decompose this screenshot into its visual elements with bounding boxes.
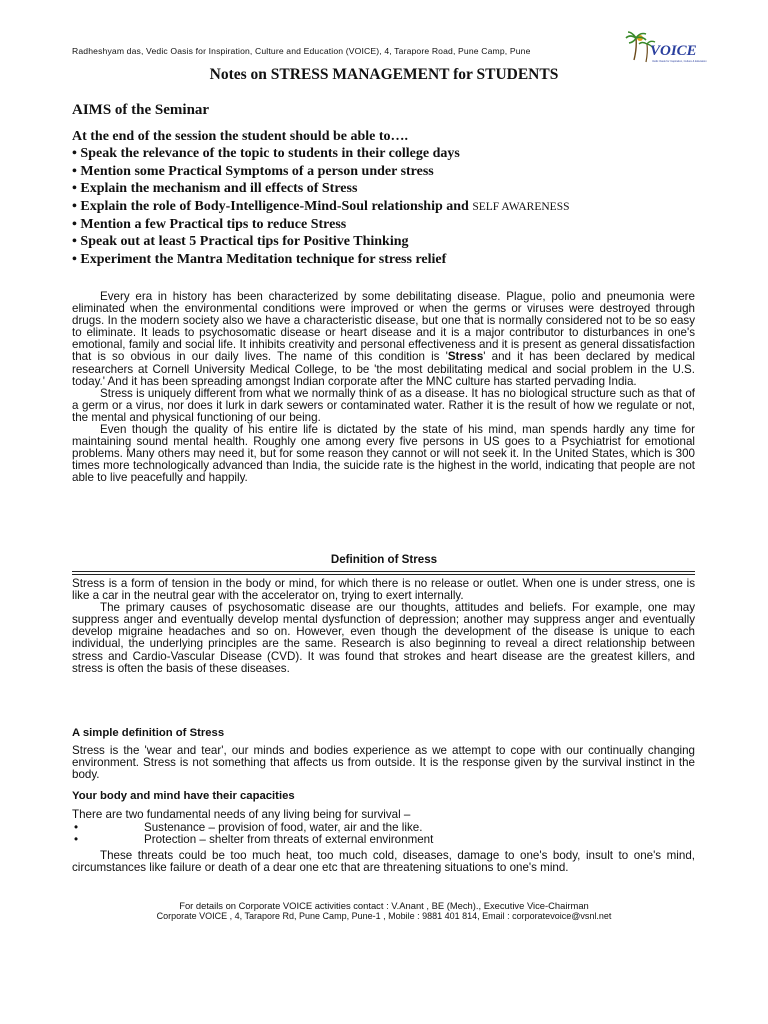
capacities-section xyxy=(72,809,695,847)
intro-paragraph-2: Stress is uniquely different from what we normally think of as a disease. It has no biological structure such as that of a germ or a virus, nor does it lurk in dark sewers or contaminated water. Rather it is the result of how we regulate or not, the mental and physical functioning of our being. xyxy=(72,386,695,424)
intro-section xyxy=(72,291,695,485)
logo-tagline: Vedic Oasis for Inspiration, Culture & Education xyxy=(652,60,707,63)
bullet-icon: • xyxy=(72,181,77,197)
list-item: • Protection – shelter from threats of external environment xyxy=(74,833,434,847)
page-title: Notes on STRESS MANAGEMENT for STUDENTS xyxy=(209,66,559,83)
capacities-text xyxy=(72,850,695,874)
footer-contact: For details on Corporate VOICE activities contact : V.Anant , BE (Mech)., Executive Vice-Chairman xyxy=(179,900,589,911)
self-awareness-text: SELF AWARENESS xyxy=(472,200,570,213)
capacities-heading: Your body and mind have their capacities xyxy=(72,790,295,802)
aims-intro: At the end of the session the student should be able to…. xyxy=(72,129,409,144)
bullet-icon: • xyxy=(72,217,77,233)
aims-item: • Explain the role of Body-Intelligence-Mind-Soul relationship and SELF AWARENESS xyxy=(72,198,570,214)
divider xyxy=(72,571,695,572)
bullet-icon: • xyxy=(74,833,79,847)
simple-definition-heading: A simple definition of Stress xyxy=(72,727,225,739)
bullet-icon: • xyxy=(72,234,77,250)
aims-item: • Speak out at least 5 Practical tips for Positive Thinking xyxy=(72,234,409,250)
simple-definition-section xyxy=(72,745,695,781)
palm-tree-logo-icon xyxy=(626,30,707,64)
simple-definition-paragraph: Stress is the 'wear and tear', our minds and bodies experience as we attempt to cope with our continually changing environment. Stress is not something that affects us from outside. It is the response given by the survival instinct in the body. xyxy=(72,744,695,782)
aims-item: • Mention some Practical Symptoms of a person under stress xyxy=(72,163,434,179)
definition-paragraph-2: The primary causes of psychosomatic disease are our thoughts, attitudes and beliefs. For example, one may suppress anger and eventually develop mental dysfunction of depression; another may suppress anger and eventually develop migraine headaches and so on. However, even though the development of the disease is unique to each individual, the underlying principles are the same. Research is also beginning to reveal a direct relationship between stress and Cardio-Vascular Disease (CVD). It was found that strokes and heart disease are the greatest killers, and stress is often the basis of these diseases. xyxy=(72,601,695,675)
bullet-icon: • xyxy=(74,820,79,834)
intro-paragraph-3: Even though the quality of his entire life is dictated by the state of his mind, man spends hardly any time for maintaining sound mental health. Roughly one among every five persons in US goes to a Psychiatrist for emotional problems. Many others may need it, but for some reason they cannot or will not seek it. In the United States, which is 300 times more technologically advanced than India, the suicide rate is the highest in the world, indicating that people are not able to live peacefully and happily. xyxy=(72,423,695,485)
logo-text: VOICE xyxy=(650,43,697,59)
aims-item: • Mention a few Practical tips to reduce Stress xyxy=(72,217,347,233)
footer-address: Corporate VOICE , 4, Tarapore Rd, Pune Camp, Pune-1 , Mobile : 9881 401 814, Email : corporatevoice@vsnl.net xyxy=(156,911,612,921)
footer xyxy=(0,900,768,922)
capacities-paragraph: These threats could be too much heat, too much cold, diseases, damage to one's body, insult to one's mind, circumstances like failure or death of a dear one etc that are threatening situations to one's mind. xyxy=(72,849,695,875)
bullet-icon: • xyxy=(72,146,77,162)
header-org-line: Radheshyam das, Vedic Oasis for Inspiration, Culture and Education (VOICE), 4, Tarapore Road, Pune Camp, Pune xyxy=(72,46,531,56)
voice-logo xyxy=(626,30,707,64)
definition-section xyxy=(72,578,695,675)
aims-item: • Explain the mechanism and ill effects of Stress xyxy=(72,181,358,197)
bullet-icon: • xyxy=(72,198,77,214)
intro-paragraph-1: Every era in history has been characterized by some debilitating disease. Plague, polio and pneumonia were eliminated when the environmental conditions were improved or when the germs or viruses were destroyed through drugs. In the modern society also we have a characteristic disease, but one that is normally considered not to be so easy to eliminate. It leads to psychosomatic disease or heart disease and it is a major contributor to disturbances in one's emotional, family and social life. It inhibits creativity and personal effectiveness and it is present as general dissatisfaction that is so obvious in our daily lives. The name of this condition is 'Stress' and it has been declared by medical researchers at Cornell University Medical College, to be 'the most debilitating medical and social problem in the U.S. today.' And it has been spreading amongst Indian corporate after the MNC culture has started pervading India. xyxy=(72,290,695,388)
aims-item: • Experiment the Mantra Meditation technique for stress relief xyxy=(72,251,447,267)
aims-list xyxy=(72,128,712,268)
definition-paragraph-1: Stress is a form of tension in the body or mind, for which there is no release or outlet. When one is under stress, one is like a car in the neutral gear with the accelerator on, trying to exert internally. xyxy=(72,577,695,603)
bullet-icon: • xyxy=(72,163,77,179)
divider xyxy=(72,574,695,575)
bullet-icon: • xyxy=(72,251,77,267)
definition-heading: Definition of Stress xyxy=(330,553,438,566)
aims-heading: AIMS of the Seminar xyxy=(72,102,210,118)
aims-item: • Speak the relevance of the topic to students in their college days xyxy=(72,146,460,162)
capacities-intro: There are two fundamental needs of any living being for survival – xyxy=(72,808,411,821)
list-item: • Sustenance – provision of food, water, air and the like. xyxy=(74,820,423,834)
